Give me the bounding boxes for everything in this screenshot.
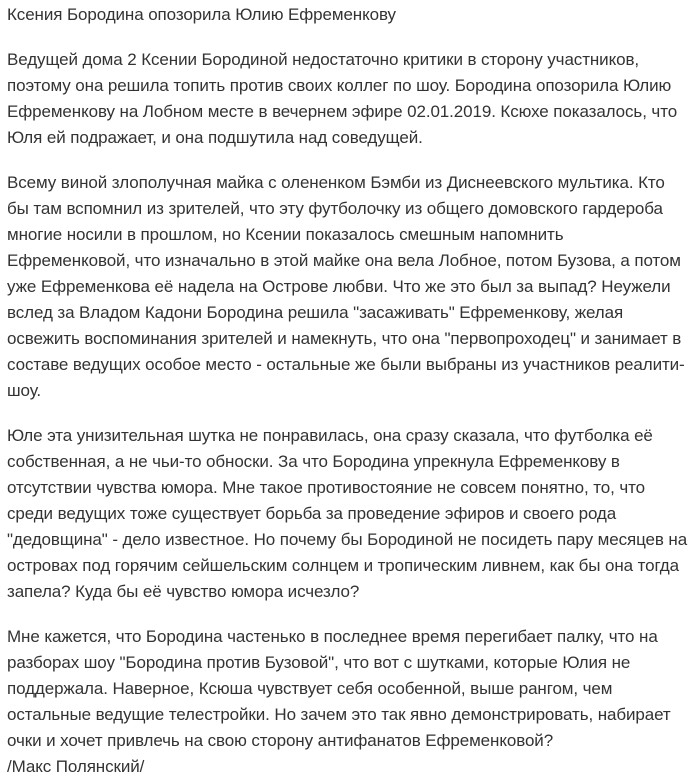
author-signature: /Макс Полянский/: [7, 757, 145, 776]
article-title: Ксения Бородина опозорила Юлию Ефременкову: [7, 5, 396, 24]
article-paragraph-1: Ведущей дома 2 Ксении Бородиной недостаточно критики в сторону участников, поэтому она решила топить против своих коллег по шоу. Бородина опозорила Юлию Ефременкову на Лобном месте в вечернем эфире 02.01.2019. Ксюхе показалось, что Юля ей подражает, и она подшутила над соведущей.: [7, 50, 678, 147]
article-paragraph-2: Всему виной злополучная майка с олененком Бэмби из Диснеевского мультика. Кто бы там вспомнил из зрителей, что эту футболочку из общего домовского гардероба многие носили в прошлом, но Ксении показалось смешным напомнить Ефременковой, что изначально в этой майке она вела Лобное, потом Бузова, а потом уже Ефременкова её надела на Острове любви. Что же это был за выпад? Неужели вслед за Владом Кадони Бородина решила "засаживать" Ефременкову, желая освежить воспоминания зрителей и намекнуть, что она "первопроходец" и занимает в составе ведущих особое место - остальные же были выбраны из участников реалити-шоу.: [7, 173, 685, 400]
article-paragraph-4: Мне кажется, что Бородина частенько в последнее время перегибает палку, что на разборах шоу "Бородина против Бузовой", что вот с шутками, которые Юлия не поддержала. Наверное, Ксюша чувствует себя особенной, выше рангом, чем остальные ведущие телестройки. Но зачем это так явно демонстрировать, набирает очки и хочет привлечь на свою сторону антифанатов Ефременковой?: [7, 627, 671, 750]
article-paragraph-3: Юле эта унизительная шутка не понравилась, она сразу сказала, что футболка её собственная, а не чьи-то обноски. За что Бородина упрекнула Ефременкову в отсутствии чувства юмора. Мне такое противостояние не совсем понятно, то, что среди ведущих тоже существует борьба за проведение эфиров и своего рода "дедовщина" - дело известное. Но почему бы Бородиной не посидеть пару месяцев на островах под горячим сейшельским солнцем и тропическим ливнем, как бы она тогда запела? Куда бы её чувство юмора исчезло?: [7, 426, 688, 601]
